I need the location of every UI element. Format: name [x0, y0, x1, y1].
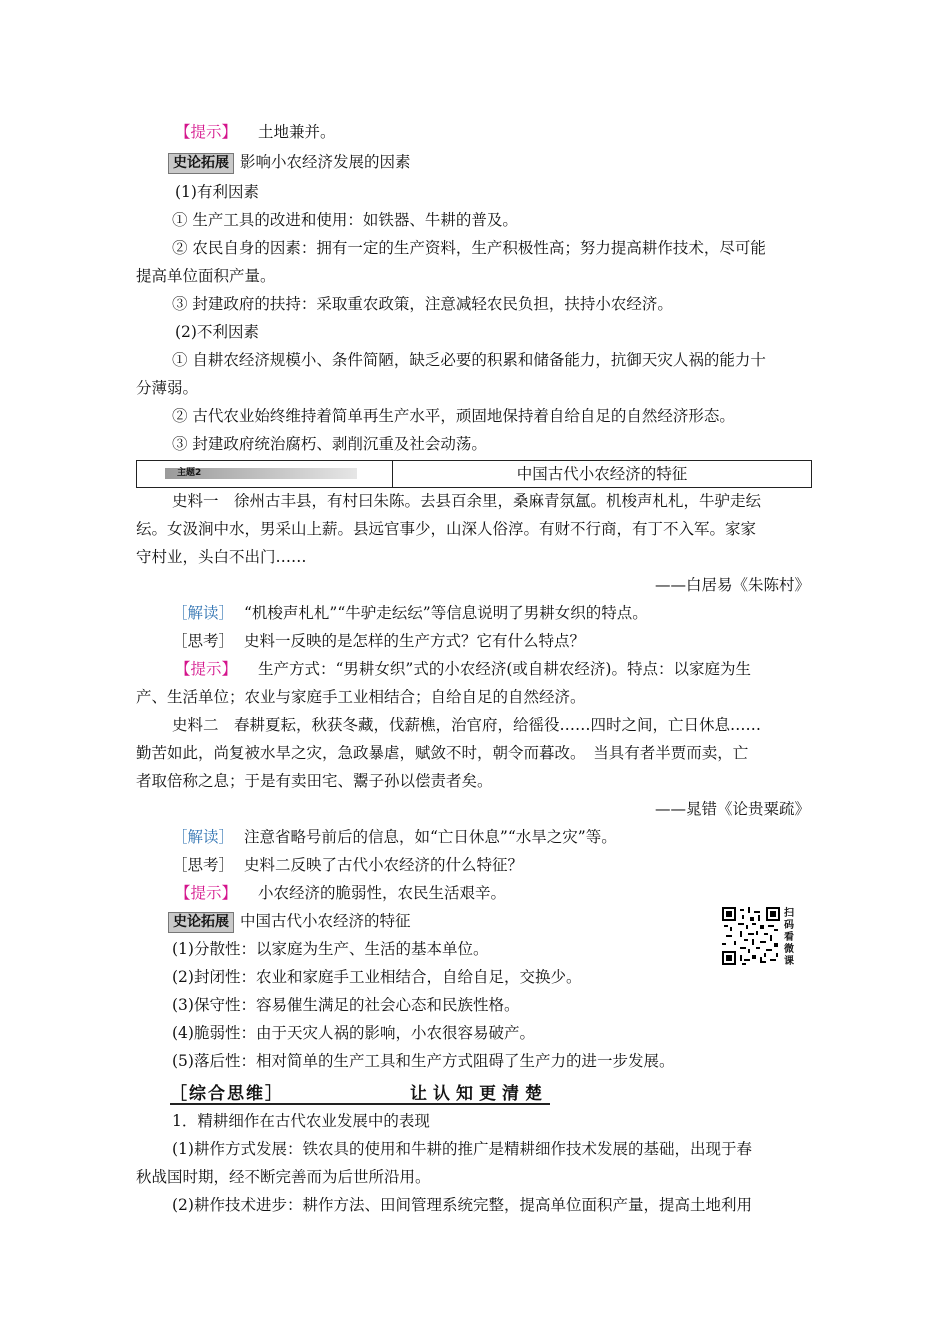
list-item: 提高单位面积产量。 — [136, 267, 276, 285]
source-line: 纭。女汲涧中水，男采山上薪。县远官事少，山深人俗淳。有财不行商，有丁不入军。家家 — [136, 520, 757, 538]
think-text: 史料二反映了古代小农经济的什么特征？ — [244, 856, 524, 874]
hint-text: 小农经济的脆弱性，农民生活艰辛。 — [258, 884, 507, 902]
extension-title: 中国古代小农经济的特征 — [240, 912, 411, 930]
list-item: (2)封闭性：农业和家庭手工业相结合，自给自足，交换少。 — [172, 968, 582, 986]
think-label: ［思考］ — [172, 856, 235, 874]
extension-title: 影响小农经济发展的因素 — [240, 153, 411, 171]
list-item: ③ 封建政府统治腐朽、剥削沉重及社会动荡。 — [172, 435, 487, 453]
extension-badge: 史论拓展 — [168, 912, 234, 933]
list-item: 秋战国时期，经不断完善而为后世所沿用。 — [136, 1168, 431, 1186]
list-item: (3)保守性：容易催生满足的社会心态和民族性格。 — [172, 996, 520, 1014]
synthesis-subtitle: 让认知更清楚 — [410, 1084, 548, 1104]
hint-text: 产、生活单位；农业与家庭手工业相结合；自给自足的自然经济。 — [136, 688, 586, 706]
source-attribution: ——白居易《朱陈村》 — [654, 576, 810, 594]
source-line: 者取倍称之息；于是有卖田宅、鬻子孙以偿责者矣。 — [136, 772, 493, 790]
source-line: 史料二 春耕夏耘，秋获冬藏，伐薪樵，治官府，给徭役……四时之间，亡日休息…… — [172, 716, 762, 734]
source-line: 勤苦如此，尚复被水旱之灾，急政暴虐，赋敛不时，朝令而暮改。 当具有者半贾而卖，亡 — [136, 744, 749, 762]
read-text: “机梭声札札”“牛驴走纭纭”等信息说明了男耕女织的特点。 — [244, 604, 648, 622]
synthesis-header — [170, 1079, 550, 1105]
qr-caption: 扫码看微课 — [784, 908, 794, 967]
extension-heading — [168, 151, 411, 174]
list-item: (2)不利因素 — [175, 323, 259, 341]
topic-badge-cell — [137, 461, 393, 487]
list-item: ① 生产工具的改进和使用：如铁器、牛耕的普及。 — [172, 211, 518, 229]
topic-header — [136, 460, 812, 488]
list-item: (2)耕作技术进步：耕作方法、田间管理系统完整，提高单位面积产量，提高土地利用 — [172, 1196, 752, 1214]
read-text: 注意省略号前后的信息，如“亡日休息”“水旱之灾”等。 — [244, 828, 617, 846]
read-label: ［解读］ — [172, 828, 235, 846]
qr-code-icon[interactable] — [722, 907, 780, 965]
think-text: 史料一反映的是怎样的生产方式？它有什么特点？ — [244, 632, 586, 650]
list-item: ① 自耕农经济规模小、条件简陋，缺乏必要的积累和储备能力，抗御天灾人祸的能力十 — [172, 351, 766, 369]
list-item: (1)有利因素 — [175, 183, 259, 201]
source-attribution: ——晁错《论贵粟疏》 — [654, 800, 810, 818]
list-item: (1)分散性：以家庭为生产、生活的基本单位。 — [172, 940, 489, 958]
source-line: 史料一 徐州古丰县，有村曰朱陈。去县百余里，桑麻青氛氲。机梭声札札，牛驴走纭 — [172, 492, 762, 510]
hint-label: 【提示】 — [175, 660, 238, 678]
source-line: 守村业，头白不出门…… — [136, 548, 307, 566]
synthesis-title: ［综合思维］ — [170, 1084, 284, 1104]
list-item: ② 农民自身的因素：拥有一定的生产资料，生产积极性高；努力提高耕作技术，尽可能 — [172, 239, 766, 257]
topic-badge: 主题2 — [165, 468, 357, 479]
list-item: (1)耕作方式发展：铁农具的使用和牛耕的推广是精耕细作技术发展的基础，出现于春 — [172, 1140, 752, 1158]
extension-badge: 史论拓展 — [168, 153, 234, 174]
hint-text: 生产方式：“男耕女织”式的小农经济(或自耕农经济)。特点：以家庭为生 — [258, 660, 751, 678]
read-label: ［解读］ — [172, 604, 235, 622]
hint-label: 【提示】 — [175, 884, 238, 902]
list-item: ② 古代农业始终维持着简单再生产水平，顽固地保持着自给自足的自然经济形态。 — [172, 407, 735, 425]
hint-label: 【提示】 — [175, 123, 238, 141]
hint-text: 土地兼并。 — [258, 123, 336, 141]
list-item: (5)落后性：相对简单的生产工具和生产方式阻碍了生产力的进一步发展。 — [172, 1052, 675, 1070]
list-item: ③ 封建政府的扶持：采取重农政策，注意减轻农民负担，扶持小农经济。 — [172, 295, 673, 313]
list-item: (4)脆弱性：由于天灾人祸的影响，小农很容易破产。 — [172, 1024, 535, 1042]
list-item: 分薄弱。 — [136, 379, 199, 397]
topic-title: 中国古代小农经济的特征 — [516, 465, 688, 483]
think-label: ［思考］ — [172, 632, 235, 650]
extension-heading — [168, 910, 411, 933]
list-item: 1．精耕细作在古代农业发展中的表现 — [172, 1112, 430, 1130]
